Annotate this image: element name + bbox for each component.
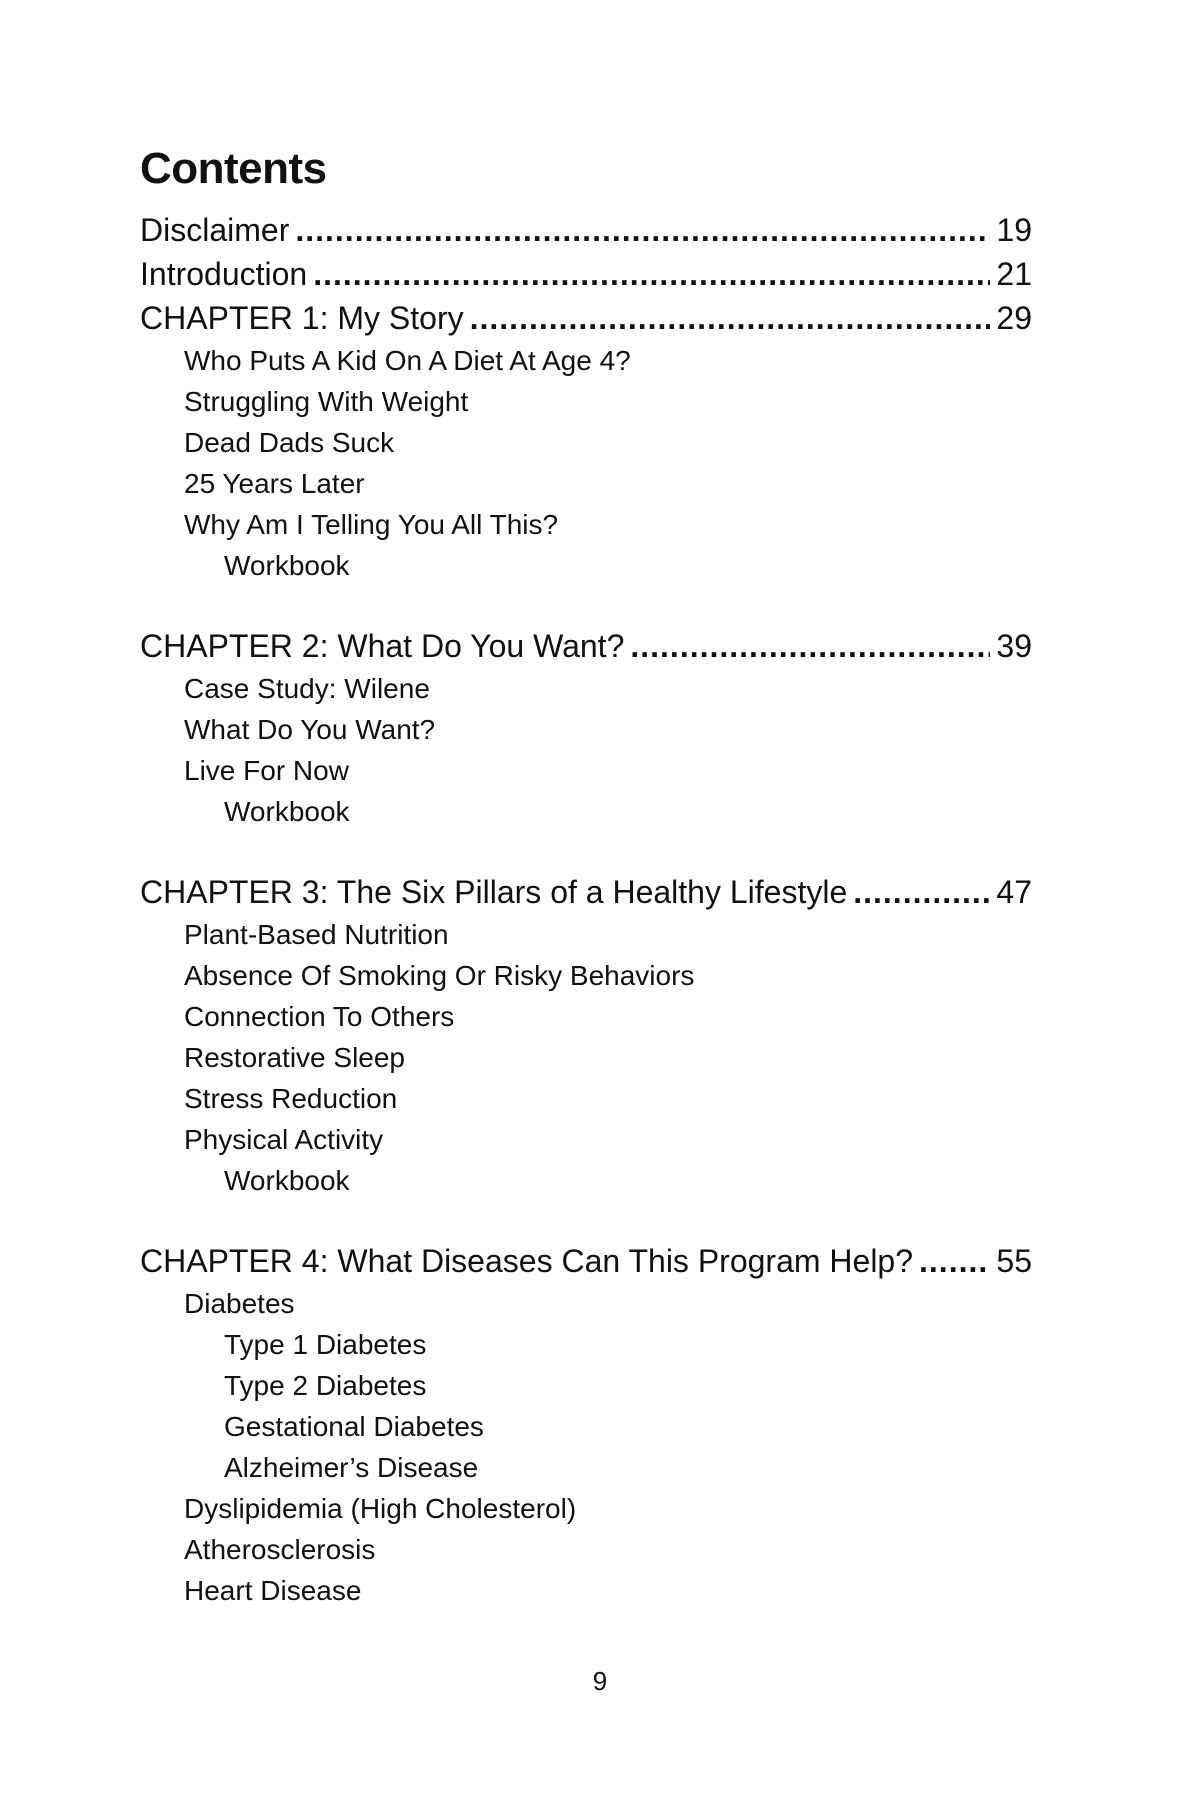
toc-subentry[interactable]: Absence Of Smoking Or Risky Behaviors: [184, 960, 695, 991]
dot-leader: [295, 208, 990, 252]
toc-workbook-entry[interactable]: Workbook: [224, 796, 350, 827]
toc-subentry[interactable]: Who Puts A Kid On A Diet At Age 4?: [184, 345, 631, 376]
toc-subentry[interactable]: Struggling With Weight: [184, 386, 469, 417]
toc-subsubentry[interactable]: Type 2 Diabetes: [224, 1370, 427, 1401]
toc-entry-chapter-3[interactable]: [140, 870, 1032, 914]
toc-subentry[interactable]: Dyslipidemia (High Cholesterol): [184, 1493, 577, 1524]
dot-leader: [313, 252, 990, 296]
toc-entry-label: CHAPTER 4: What Diseases Can This Program Help?: [140, 1243, 914, 1279]
toc-subsubentry[interactable]: Type 1 Diabetes: [224, 1329, 427, 1360]
toc-subsubentry[interactable]: Alzheimer’s Disease: [224, 1452, 479, 1483]
toc-workbook-entry[interactable]: Workbook: [224, 1165, 350, 1196]
toc-subentry[interactable]: Restorative Sleep: [184, 1042, 406, 1073]
table-of-contents: [140, 142, 1032, 1611]
section-gap: [140, 1201, 1032, 1239]
toc-page-number: 29: [996, 300, 1032, 336]
toc-subentry[interactable]: Physical Activity: [184, 1124, 384, 1155]
toc-entry-chapter-4[interactable]: [140, 1239, 1032, 1283]
toc-subentry[interactable]: 25 Years Later: [184, 468, 365, 499]
section-gap: [140, 586, 1032, 624]
toc-page-number: 19: [996, 212, 1032, 248]
toc-subsubentry[interactable]: Gestational Diabetes: [224, 1411, 484, 1442]
toc-subentry[interactable]: Stress Reduction: [184, 1083, 398, 1114]
toc-entry-label: CHAPTER 2: What Do You Want?: [140, 628, 625, 664]
toc-entry-introduction[interactable]: [140, 252, 1032, 296]
toc-entry-chapter-2[interactable]: [140, 624, 1032, 668]
toc-subentry[interactable]: Plant-Based Nutrition: [184, 919, 449, 950]
toc-page-number: 39: [996, 628, 1032, 664]
dot-leader: [630, 624, 990, 668]
toc-subentry[interactable]: What Do You Want?: [184, 714, 436, 745]
toc-entry-label: Disclaimer: [140, 212, 290, 248]
toc-subentry[interactable]: Heart Disease: [184, 1575, 362, 1606]
toc-entry-label: CHAPTER 1: My Story: [140, 300, 464, 336]
toc-subentry[interactable]: Dead Dads Suck: [184, 427, 395, 458]
toc-subentry[interactable]: Live For Now: [184, 755, 349, 786]
toc-page-number: 55: [996, 1243, 1032, 1279]
dot-leader: [470, 296, 991, 340]
toc-subentry[interactable]: Why Am I Telling You All This?: [184, 509, 559, 540]
dot-leader: [853, 870, 990, 914]
section-gap: [140, 832, 1032, 870]
toc-subentry[interactable]: Case Study: Wilene: [184, 673, 430, 704]
toc-entry-chapter-1[interactable]: [140, 296, 1032, 340]
page-title: Contents: [140, 144, 327, 193]
toc-workbook-entry[interactable]: Workbook: [224, 550, 350, 581]
toc-subentry-diabetes[interactable]: Diabetes: [184, 1288, 295, 1319]
toc-entry-disclaimer[interactable]: [140, 208, 1032, 252]
toc-page-number: 21: [996, 256, 1032, 292]
toc-page-number: 47: [996, 874, 1032, 910]
toc-subentry[interactable]: Atherosclerosis: [184, 1534, 376, 1565]
toc-subentry[interactable]: Connection To Others: [184, 1001, 455, 1032]
toc-entry-label: CHAPTER 3: The Six Pillars of a Healthy Lifestyle: [140, 874, 848, 910]
dot-leader: [919, 1239, 990, 1283]
toc-entry-label: Introduction: [140, 256, 308, 292]
page-number-footer: 9: [592, 1666, 608, 1696]
